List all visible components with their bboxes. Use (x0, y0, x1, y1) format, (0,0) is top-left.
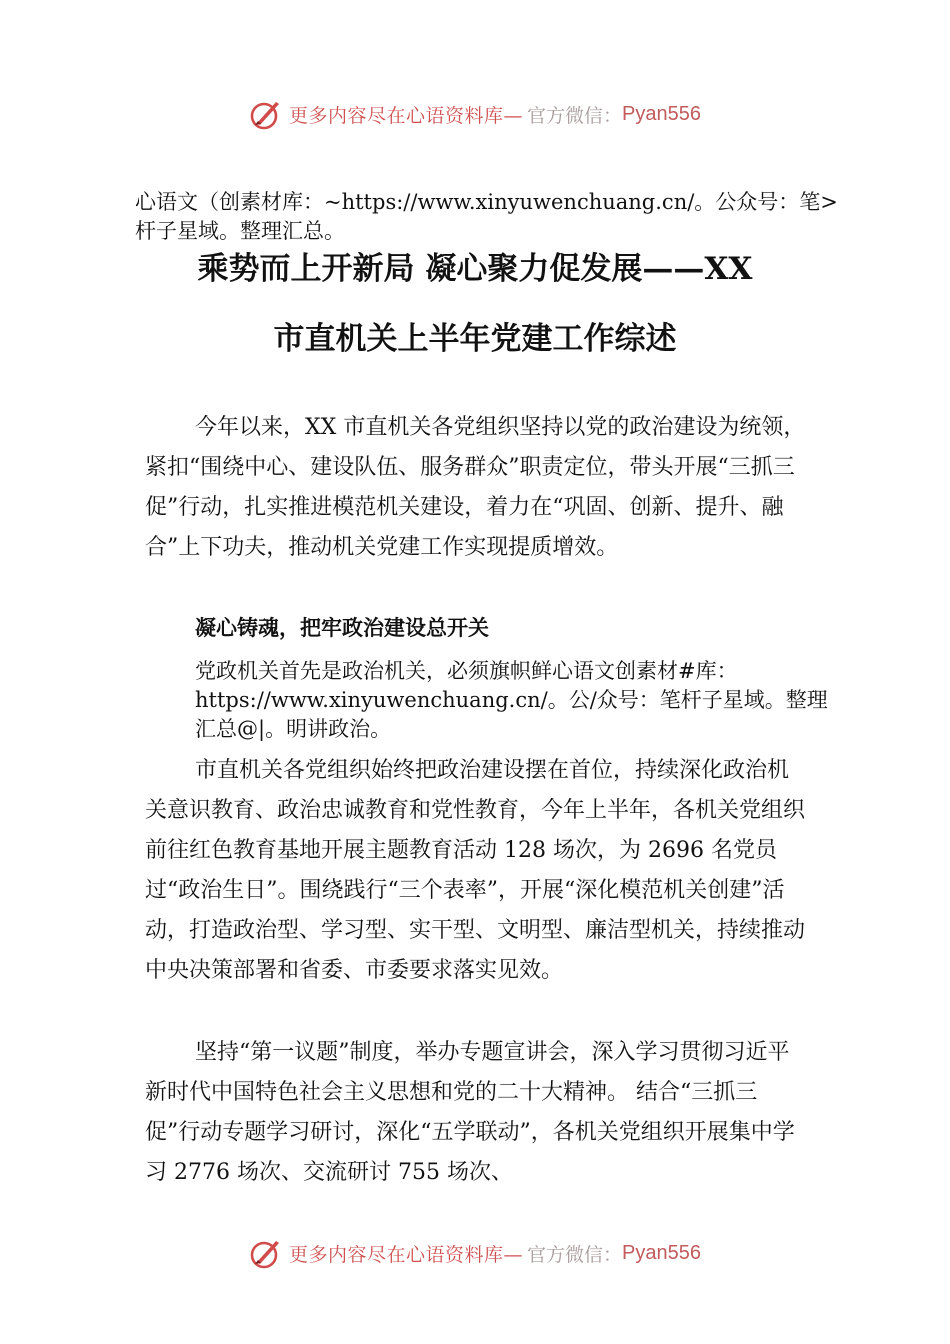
section-note: 党政机关首先是政治机关，必须旗帜鲜心语文创素材#库：https://www.xinyuwenchuang.cn/。公/众号：笔杆子星域。整理汇总@|。明讲政治。 (195, 659, 828, 741)
banner-text: 更多内容尽在心语资料库— (289, 104, 524, 127)
intro-paragraph (145, 408, 810, 568)
doc-title-line1: 乘势而上开新局 凝心聚力促发展——XX (197, 251, 753, 287)
banner-wechat-label: 官方微信： (527, 104, 623, 127)
brush-logo-icon (249, 1236, 283, 1270)
banner-wechat-id: Pyan556 (622, 102, 701, 125)
top-watermark-banner (0, 94, 950, 134)
banner-wechat-label: 官方微信： (527, 1243, 623, 1266)
source-note: 心语文（创素材库：~https://www.xinyuwenchuang.cn/。公众号：笔>杆子星域。整理汇总。 (135, 190, 838, 243)
bottom-watermark-banner (0, 1233, 950, 1273)
paragraph-first-topic (145, 1033, 810, 1193)
paragraph-political-building (145, 751, 810, 991)
paragraph-political-building-text: 市直机关各党组织始终把政治建设摆在首位，持续深化政治机关意识教育、政治忠诚教育和党性教育，今年上半年，各机关党组织前往红色教育基地开展主题教育活动 128 场次，为 2696 名党员过“政治生日”。围绕践行“三个表率”，开展“深化模范机关创建”活动，打造政治型、学习型、实干型、文明型、廉洁型机关，持续推动中央决策部署和省委、市委要求落实见效。 (145, 758, 806, 983)
banner-wechat-id: Pyan556 (622, 1241, 701, 1264)
banner-text: 更多内容尽在心语资料库— (289, 1243, 524, 1266)
paragraph-first-topic-text: 坚持“第一议题”制度，举办专题宣讲会，深入学习贯彻习近平新时代中国特色社会主义思想和党的二十大精神。 结合“三抓三促”行动专题学习研讨，深化“五学联动”，各机关党组织开展集中学习 2776 场次、交流研讨 755 场次、 (145, 1040, 795, 1185)
brush-logo-icon (249, 97, 283, 131)
intro-paragraph-text: 今年以来，XX 市直机关各党组织坚持以党的政治建设为统领，紧扣“围绕中心、建设队伍、服务群众”职责定位，带头开展“三抓三促”行动，扎实推进模范机关建设，着力在“巩固、创新、提升、融合”上下功夫，推动机关党建工作实现提质增效。 (145, 415, 806, 560)
section-heading: 凝心铸魂，把牢政治建设总开关 (195, 616, 489, 640)
doc-title-line2: 市直机关上半年党建工作综述 (273, 321, 677, 357)
